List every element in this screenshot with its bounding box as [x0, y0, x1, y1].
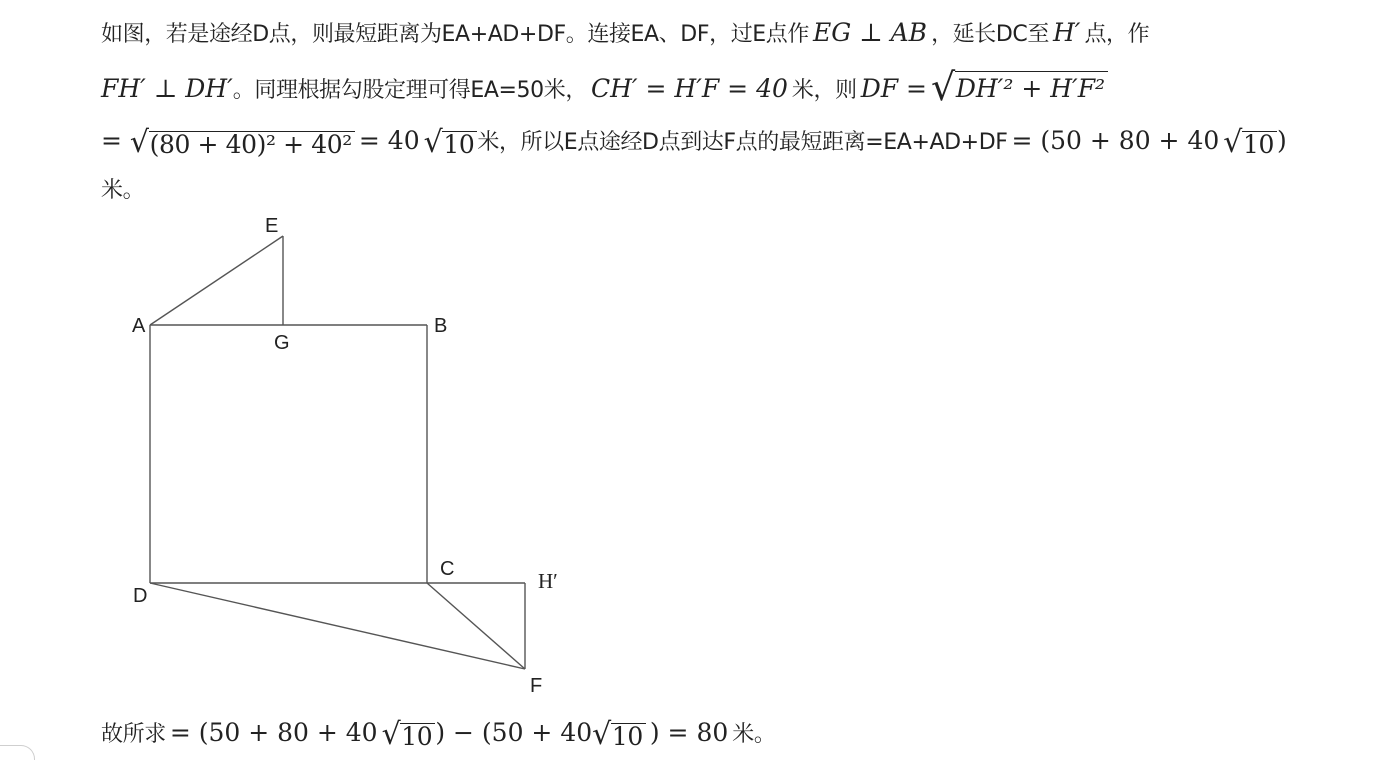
- solution-text: 如图，若是途经D点，则最短距离为EA+AD+DF。连接EA、DF，过E点作: [101, 22, 809, 47]
- math-eg-perp-ab: EG ⊥ AB: [813, 18, 928, 47]
- math-equals-forty: = 40: [358, 126, 420, 155]
- math-radicand: DH′² + H′F²: [955, 71, 1108, 106]
- segment-ae: [150, 236, 283, 325]
- point-label-e: E: [265, 215, 279, 237]
- solution-line-5: [101, 718, 775, 750]
- math-radicand: 10: [400, 723, 435, 750]
- math-radicand: 10: [442, 131, 477, 158]
- math-radical: [381, 717, 436, 752]
- math-radicand: 10: [611, 723, 646, 750]
- math-ch-equals-hf: CH′ = H′F = 40: [590, 74, 788, 103]
- point-label-d: D: [133, 585, 148, 607]
- point-label-f: F: [530, 675, 543, 697]
- segment-df: [150, 583, 525, 669]
- solution-text: 点，作: [1084, 22, 1150, 47]
- radical-sign: √: [129, 125, 149, 160]
- math-sum-open: = (50 + 80 + 40: [1011, 126, 1220, 155]
- math-df-equals: DF =: [860, 74, 927, 103]
- math-minus-open: ) − (50 + 40: [435, 718, 593, 747]
- solution-text: 米。: [101, 178, 145, 203]
- point-label-a: A: [132, 315, 146, 337]
- math-radical: [592, 717, 646, 752]
- math-equals: =: [101, 126, 130, 155]
- solution-text: 米。: [732, 722, 776, 747]
- solution-text: 故所求: [101, 722, 166, 747]
- math-fh-perp-dh: FH′ ⊥ DH′: [101, 74, 233, 103]
- point-label-h-prime: H′: [538, 569, 558, 593]
- radical-sign: √: [1223, 125, 1242, 160]
- math-close-paren: ): [1277, 126, 1287, 155]
- segment-cf: [427, 583, 525, 669]
- math-sum-open: = (50 + 80 + 40: [169, 718, 378, 747]
- math-radicand: 10: [1242, 131, 1277, 158]
- radical-sign: √: [931, 65, 955, 109]
- solution-text: 米，所以E点途经D点到达F点的最短距离=EA+AD+DF: [477, 130, 1008, 155]
- radical-sign: √: [592, 717, 611, 752]
- math-h-prime: H′: [1052, 18, 1081, 47]
- point-label-c: C: [440, 558, 455, 580]
- point-label-b: B: [434, 315, 448, 337]
- radical-sign: √: [423, 125, 443, 160]
- solution-text: 米，则: [791, 78, 857, 103]
- point-label-g: G: [274, 332, 290, 354]
- radical-sign: √: [381, 717, 401, 752]
- math-result: ) = 80: [649, 718, 729, 747]
- math-radicand: (80 + 40)² + 40²: [149, 131, 355, 158]
- solution-text: ，延长DC至: [931, 22, 1049, 47]
- corner-decoration: [0, 745, 35, 760]
- solution-text: 。同理根据勾股定理可得EA=50米，: [232, 78, 587, 103]
